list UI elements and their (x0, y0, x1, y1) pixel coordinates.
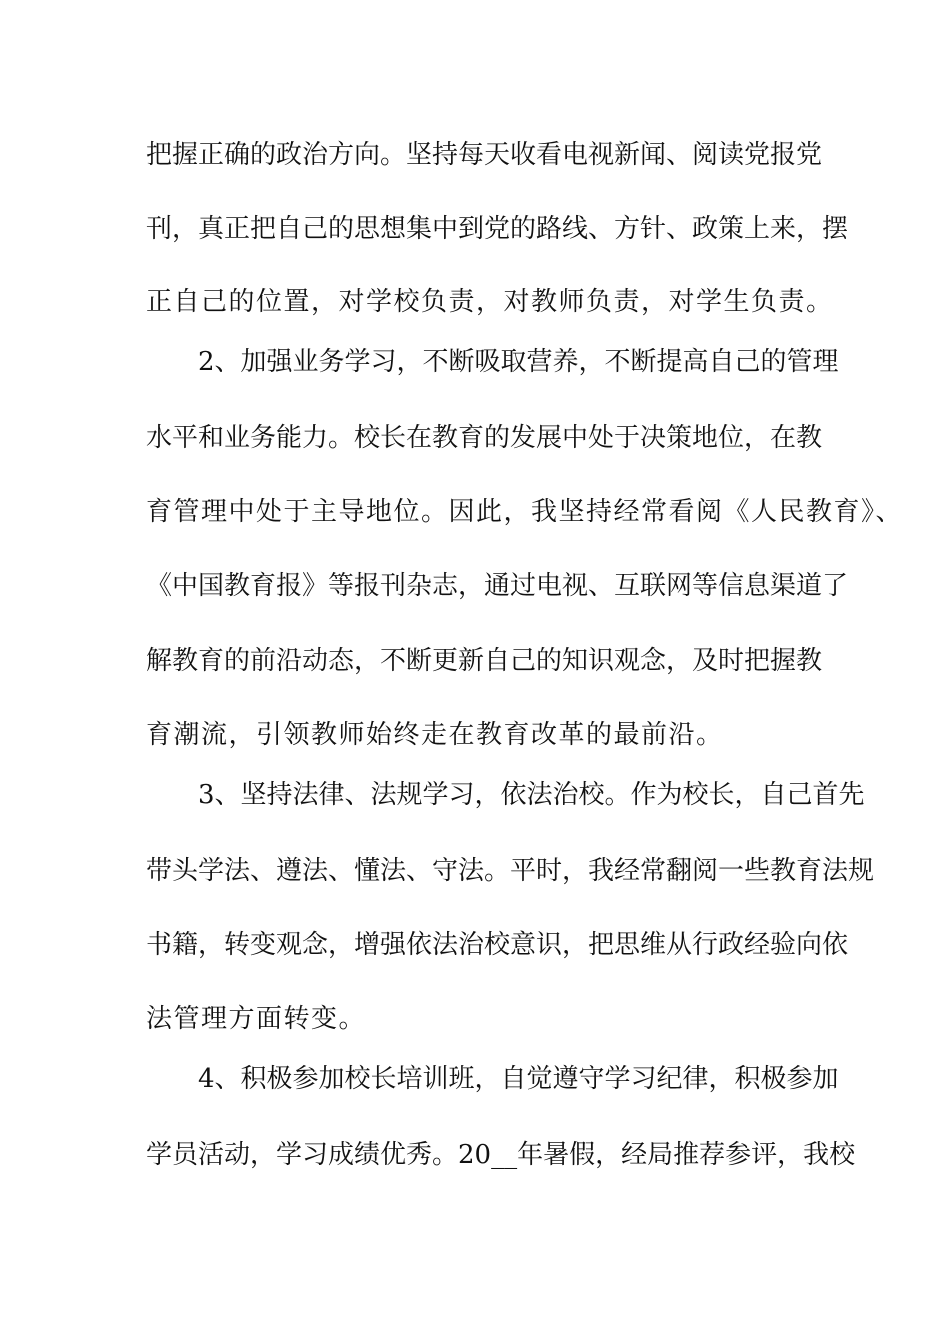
text-line: 把握正确的政治方向。坚持每天收看电视新闻、阅读党报党 (146, 140, 823, 170)
text-line: 书籍，转变观念，增强依法治校意识，把思维从行政经验向依 (146, 930, 849, 960)
text-line: 水平和业务能力。校长在教育的发展中处于决策地位，在教 (146, 423, 823, 453)
paragraph-start-line: 4、积极参加校长培训班，自觉遵守学习纪律，积极参加 (198, 1064, 839, 1094)
text-line: 育潮流，引领教师始终走在教育改革的最前沿。 (146, 720, 724, 750)
text-line: 育管理中处于主导地位。因此，我坚持经常看阅《人民教育》、 (146, 497, 904, 527)
text-line: 刊，真正把自己的思想集中到党的路线、方针、政策上来，摆 (146, 214, 849, 244)
text-line: 学员活动，学习成绩优秀。20__年暑假，经局推荐参评，我校 (146, 1140, 856, 1170)
text-line: 带头学法、遵法、懂法、守法。平时，我经常翻阅一些教育法规 (146, 856, 875, 886)
paragraph-start-line: 2、加强业务学习，不断吸取营养，不断提高自己的管理 (198, 347, 839, 377)
text-line: 解教育的前沿动态，不断更新自己的知识观念，及时把握教 (146, 646, 823, 676)
paragraph-start-line: 3、坚持法律、法规学习，依法治校。作为校长，自己首先 (198, 780, 865, 810)
text-line: 法管理方面转变。 (146, 1004, 367, 1034)
text-line: 《中国教育报》等报刊杂志，通过电视、互联网等信息渠道了 (146, 571, 849, 601)
text-line: 正自己的位置，对学校负责，对教师负责，对学生负责。 (146, 287, 834, 317)
